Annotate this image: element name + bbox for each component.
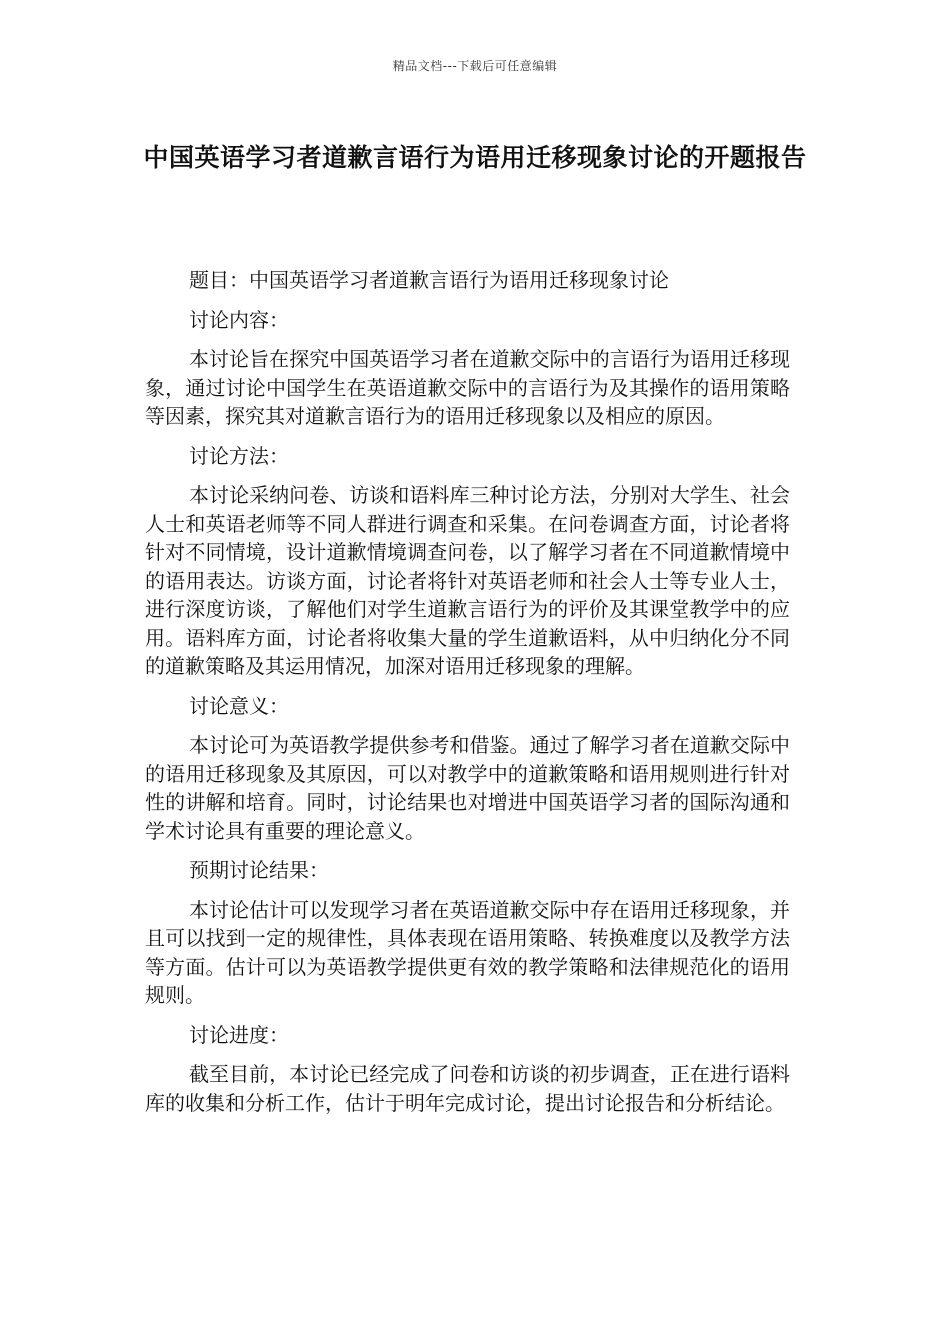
- topic-line: 题目：中国英语学习者道歉言语行为语用迁移现象讨论: [189, 268, 669, 292]
- section-body-expected-results: 本讨论估计可以发现学习者在英语道歉交际中存在语用迁移现象，并且可以找到一定的规律性，具体表现在语用策略、转换难度以及教学方法等方面。估计可以为英语教学提供更有效的教学策略和法律规范化的语用规则。: [145, 897, 790, 1007]
- section-body-progress: 截至目前，本讨论已经完成了问卷和访谈的初步调查，正在进行语料库的收集和分析工作，估计于明年完成讨论，提出讨论报告和分析结论。: [145, 1062, 790, 1115]
- document-body: [145, 266, 790, 1128]
- section-heading-progress: 讨论进度：: [189, 1022, 289, 1047]
- header-note: 精品文档---下载后可任意编辑: [392, 59, 558, 73]
- section-heading-content: 讨论内容：: [189, 307, 289, 332]
- section-heading-expected-results: 预期讨论结果：: [189, 858, 329, 882]
- section-body-method: 本讨论采纳问卷、访谈和语料库三种讨论方法，分别对大学生、社会人士和英语老师等不同人群进行调查和采集。在问卷调查方面，讨论者将针对不同情境，设计道歉情境调查问卷，以了解学习者在不同道歉情境中的语用表达。访谈方面，讨论者将针对英语老师和社会人士等专业人士，进行深度访谈，了解他们对学生道歉言语行为的评价及其课堂教学中的应用。语料库方面，讨论者将收集大量的学生道歉语料，从中归纳化分不同的道歉策略及其运用情况，加深对语用迁移现象的理解。: [145, 483, 790, 678]
- section-body-significance: 本讨论可为英语教学提供参考和借鉴。通过了解学习者在道歉交际中的语用迁移现象及其原因，可以对教学中的道歉策略和语用规则进行针对性的讲解和培育。同时，讨论结果也对增进中国英语学习者的国际沟通和学术讨论具有重要的理论意义。: [145, 733, 790, 843]
- section-body-content: 本讨论旨在探究中国英语学习者在道歉交际中的言语行为语用迁移现象，通过讨论中国学生在英语道歉交际中的言语行为及其操作的语用策略等因素，探究其对道歉言语行为的语用迁移现象以及相应的原因。: [145, 347, 790, 428]
- section-heading-significance: 讨论意义：: [189, 693, 289, 718]
- section-heading-method: 讨论方法：: [189, 443, 289, 468]
- document-title: 中国英语学习者道歉言语行为语用迁移现象讨论的开题报告: [143, 143, 807, 172]
